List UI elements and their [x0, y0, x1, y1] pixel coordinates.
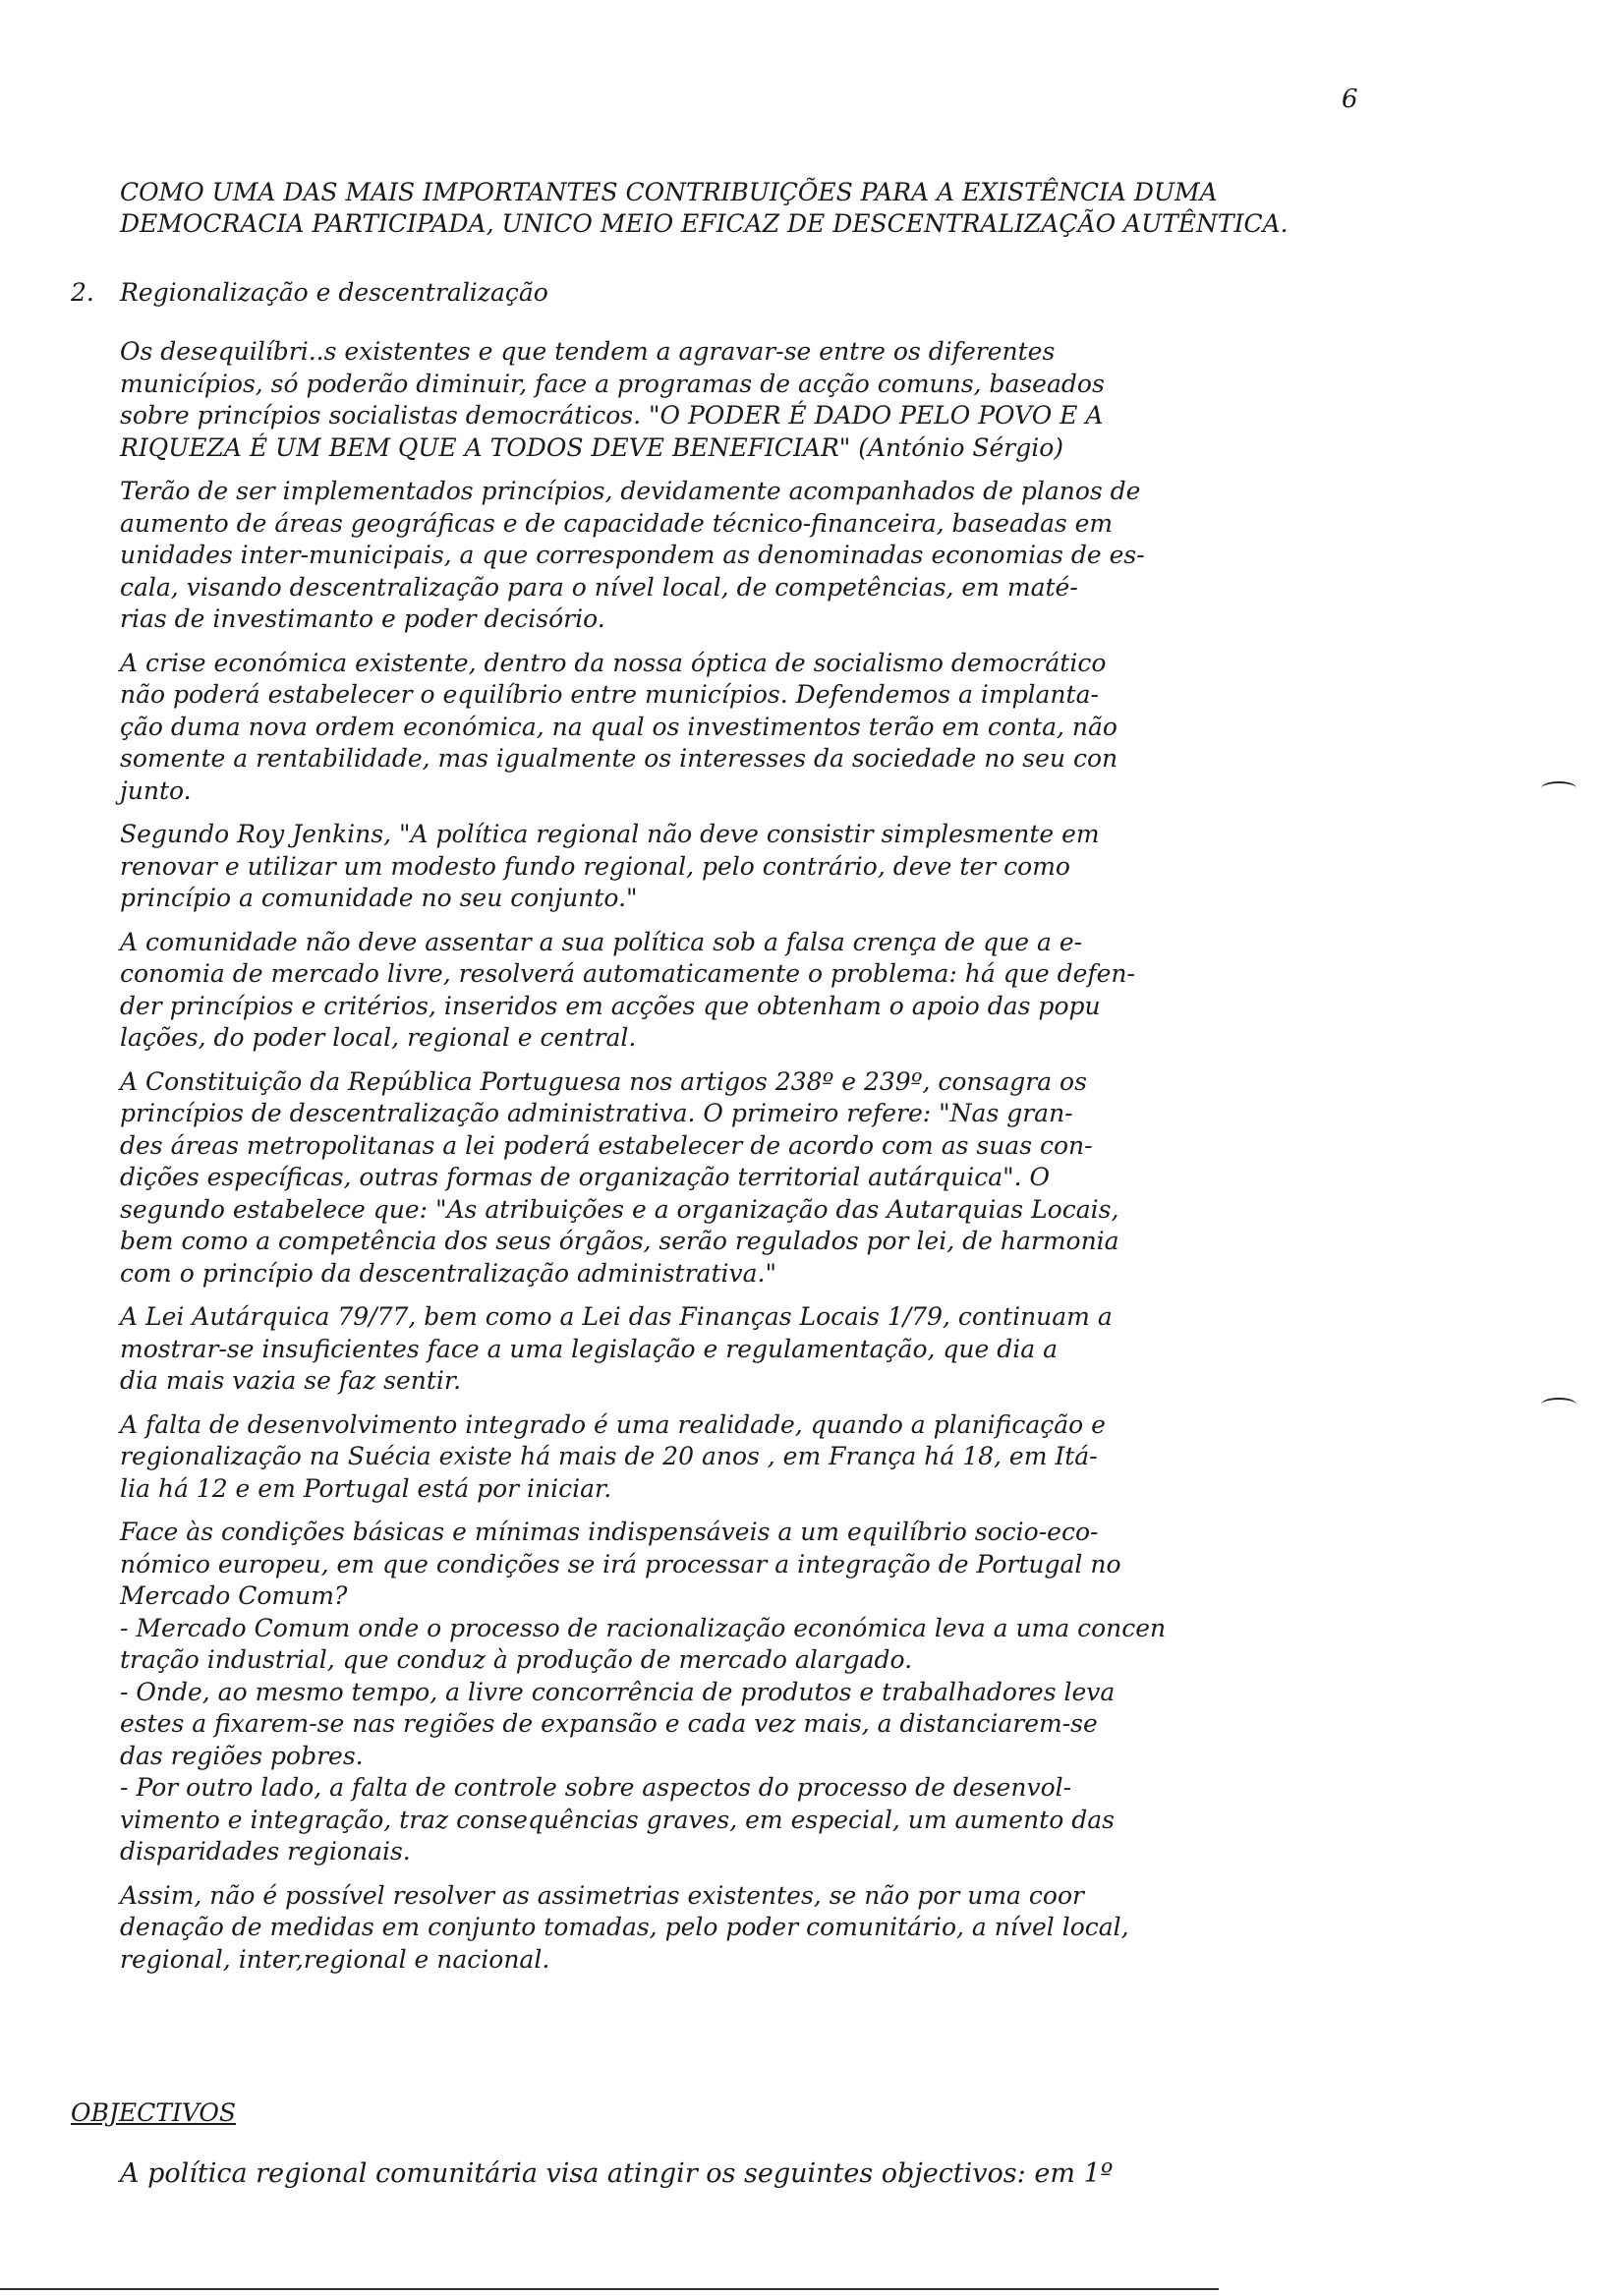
- paragraph: Terão de ser implementados princípios, devidamente acompanhados de planos de aumento de áreas geográficas e de capacidade técnico-financeira, baseadas em unidades inter-municipais, a que correspondem as denominadas economias de es- cala, visando descentralização para o nível local, de competências, em maté- rias de investimanto e poder decisório.: [120, 477, 1145, 633]
- paragraph: A crise económica existente, dentro da nossa óptica de socialismo democrático não poderá estabelecer o equilíbrio entre municípios. Defendemos a implanta- ção duma nova ordem económica, na qual os investimentos terão em conta, não somente a rentabilidade, mas igualmente os interesses da sociedade no seu con junto.: [120, 648, 1118, 805]
- section-heading: [71, 278, 548, 307]
- section-number: 2.: [71, 278, 94, 307]
- paragraph: Assim, não é possível resolver as assimetrias existentes, se não por uma coor denação de medidas em conjunto tomadas, pelo poder comunitário, a nível local, regional, inter,regional e nacional.: [120, 1880, 1129, 1974]
- intro-statement: COMO UMA DAS MAIS IMPORTANTES CONTRIBUIÇÕES PARA A EXISTÊNCIA DUMA DEMOCRACIA PARTICIPADA, UNICO MEIO EFICAZ DE DESCENTRALIZAÇÃO AUTÊNTICA.: [120, 178, 1289, 238]
- paragraph: A falta de desenvolvimento integrado é uma realidade, quando a planificação e regionalização na Suécia existe há mais de 20 anos , em França há 18, em Itá- lia há 12 e em Portugal está por iniciar.: [120, 1409, 1106, 1503]
- scan-mark: [1541, 1398, 1576, 1411]
- paragraph: A Lei Autárquica 79/77, bem como a Lei das Finanças Locais 1/79, continuam a mostrar-se insuficientes face a uma legislação e regulamentação, que dia a dia mais vazia se faz sentir.: [120, 1302, 1113, 1395]
- paragraph: Face às condições básicas e mínimas indispensáveis a um equilíbrio socio-eco- nómico europeu, em que condições se irá processar a integração de Portugal no Mercado Comum? - Mercado Comum onde o processo de racionalização económica leva a uma concen tração industrial, que conduz à produção de mercado alargado. - Onde, ao mesmo tempo, a livre concorrência de produtos e trabalhadores leva estes a fixarem-se nas regiões de expansão e cada vez mais, a distanciarem-se das regiões pobres. - Por outro lado, a falta de controle sobre aspectos do processo de desenvol- vimento e integração, traz consequências graves, em especial, um aumento das disparidades regionais.: [120, 1518, 1167, 1866]
- footer-rule: [0, 2288, 1219, 2290]
- page-number: 6: [1342, 85, 1358, 114]
- paragraph: A Constituição da República Portuguesa nos artigos 238º e 239º, consagra os princípios de descentralização administrativa. O primeiro refere: "Nas gran- des áreas metropolitanas a lei poderá estabelecer de acordo com as suas con- dições específicas, outras formas de organização territorial autárquica". O segundo estabelece que: "As atribuições e a organização das Autarquias Locais, bem como a competência dos seus órgãos, serão regulados por lei, de harmonia com o princípio da descentralização administrativa.": [120, 1066, 1119, 1288]
- paragraph: Os desequilíbri..s existentes e que tendem a agravar-se entre os diferentes municípios, só poderão diminuir, face a programas de acção comuns, baseados sobre princípios socialistas democráticos. "O PODER É DADO PELO POVO E A RIQUEZA É UM BEM QUE A TODOS DEVE BENEFICIAR" (António Sérgio): [120, 337, 1105, 462]
- objectives-text: A política regional comunitária visa atingir os seguintes objectivos: em 1º: [120, 2158, 1114, 2189]
- section-title: Regionalização e descentralização: [120, 278, 548, 307]
- body-text: [120, 336, 1388, 1987]
- scan-mark: [1541, 781, 1576, 795]
- paragraph: A comunidade não deve assentar a sua política sob a falsa crença de que a e- conomia de mercado livre, resolverá automaticamente o problema: há que defen- der princípios e critérios, inseridos em acções que obtenham o apoio das popu lações, do poder local, regional e central.: [120, 927, 1135, 1052]
- objectives-heading: OBJECTIVOS: [71, 2098, 237, 2127]
- paragraph: Segundo Roy Jenkins, "A política regional não deve consistir simplesmente em renovar e utilizar um modesto fundo regional, pelo contrário, deve ter como princípio a comunidade no seu conjunto.": [120, 820, 1100, 912]
